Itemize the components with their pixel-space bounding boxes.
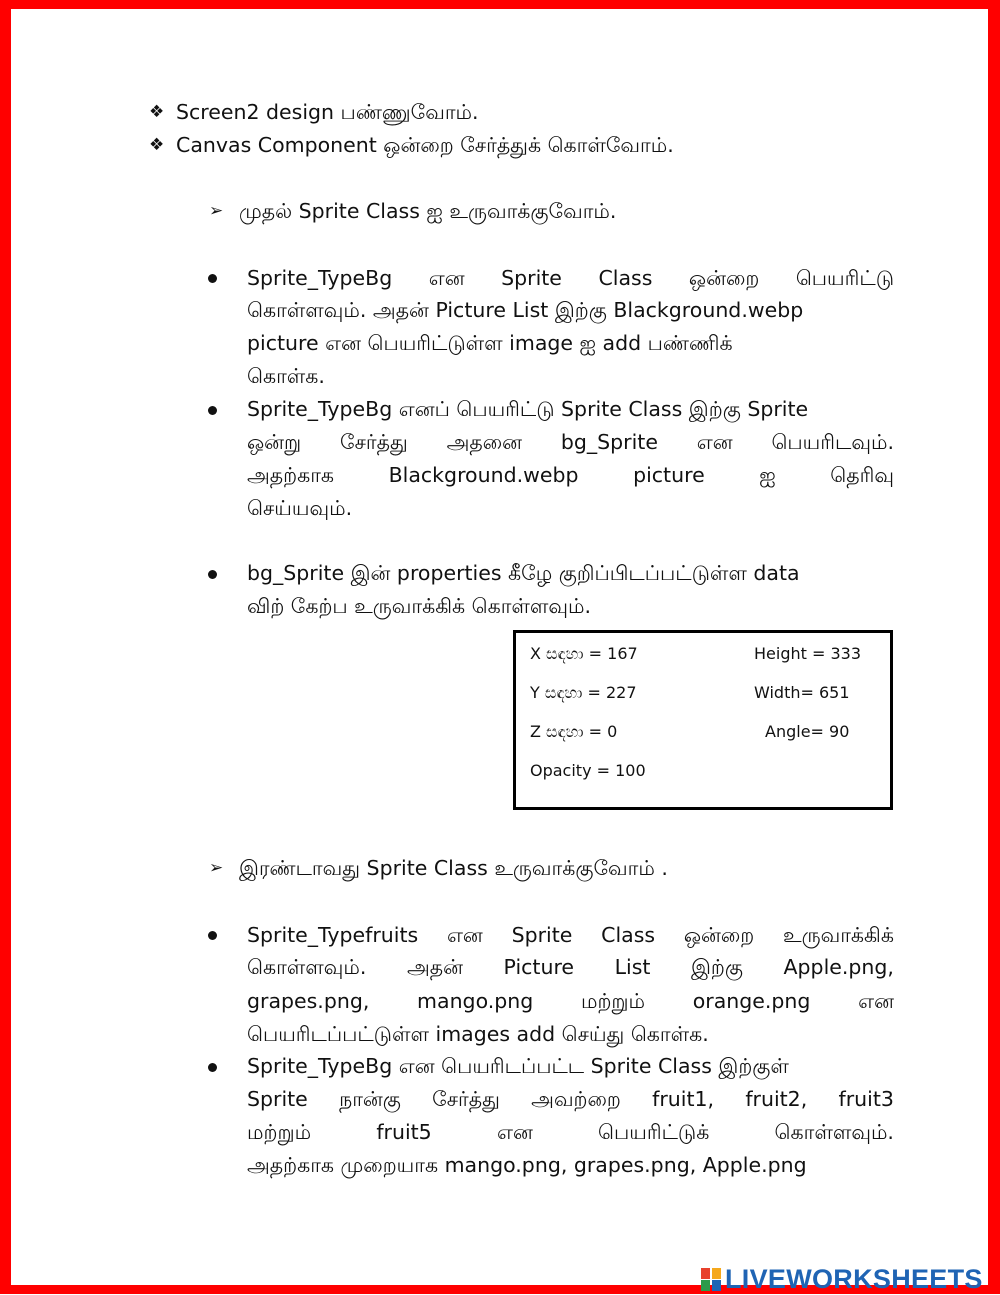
diamond-bullet-icon: ❖: [149, 102, 165, 122]
prop-y: Y සඳහා = 227: [530, 683, 637, 702]
s1-b1-line-1: Sprite_TypeBg என Sprite Class ஒன்றை பெயரிட்டு: [247, 266, 894, 290]
prop-z: Z සඳහා = 0: [530, 722, 618, 741]
s2-b2-line-3: மற்றும் fruit5 என பெயரிட்டுக் கொள்ளவும்.: [247, 1120, 894, 1144]
s1-b2-line-4: செய்யவும்.: [247, 496, 353, 520]
s1-b1-line-3: picture என பெயரிட்டுள்ள image ஐ add பண்ணிக்: [247, 331, 733, 355]
prop-opacity: Opacity = 100: [530, 761, 646, 780]
arrow-bullet-icon: ➢: [209, 858, 224, 878]
bullet-dot-icon: [208, 274, 217, 283]
prop-width: Width= 651: [754, 683, 850, 702]
intro-line-1: Screen2 design பண்ணுவோம்.: [176, 100, 479, 124]
s1-b2-line-2: ஒன்று சேர்த்து அதனை bg_Sprite என பெயரிடவும்.: [247, 430, 894, 454]
liveworksheets-logo[interactable]: [701, 1264, 983, 1294]
logo-text: LIVEWORKSHEETS: [725, 1263, 983, 1294]
prop-height: Height = 333: [754, 644, 862, 663]
s1-b1-line-4: கொள்க.: [247, 364, 325, 388]
bullet-dot-icon: [208, 406, 217, 415]
arrow-bullet-icon: ➢: [209, 201, 224, 221]
s1-b1-line-2: கொள்ளவும். அதன் Picture List இற்கு Blackground.webp: [247, 298, 804, 322]
s2-b1-line-3: grapes.png, mango.png மற்றும் orange.png என: [247, 989, 894, 1013]
s2-b1-line-4: பெயரிடப்பட்டுள்ள images add செய்து கொள்க.: [247, 1022, 709, 1046]
s2-b2-line-1: Sprite_TypeBg என பெயரிடப்பட்ட Sprite Class இற்குள்: [247, 1054, 789, 1078]
s2-b2-line-2: Sprite நான்கு சேர்த்து அவற்றை fruit1, fruit2, fruit3: [247, 1087, 894, 1111]
s1-b3-line-2: விற் கேற்ப உருவாக்கிக் கொள்ளவும்.: [247, 594, 592, 618]
s1-b2-line-3: அதற்காக Blackground.webp picture ஐ தெரிவு: [247, 463, 894, 487]
logo-blocks-icon: [701, 1266, 723, 1292]
bullet-dot-icon: [208, 1063, 217, 1072]
properties-box: [513, 630, 893, 810]
intro-line-2: Canvas Component ஒன்றை சேர்த்துக் கொள்வோம்.: [176, 133, 674, 157]
s1-b3-line-1: bg_Sprite இன் properties கீழே குறிப்பிடப்பட்டுள்ள data: [247, 561, 800, 585]
s2-b2-line-4: அதற்காக முறையாக mango.png, grapes.png, Apple.png: [247, 1153, 807, 1177]
section1-heading: முதல் Sprite Class ஐ உருவாக்குவோம்.: [239, 199, 617, 223]
s2-b1-line-1: Sprite_Typefruits என Sprite Class ஒன்றை உருவாக்கிக்: [247, 923, 894, 947]
section2-heading: இரண்டாவது Sprite Class உருவாக்குவோம் .: [239, 856, 668, 880]
s2-b1-line-2: கொள்ளவும். அதன் Picture List இற்கு Apple.png,: [247, 955, 894, 979]
prop-angle: Angle= 90: [765, 722, 850, 741]
diamond-bullet-icon: ❖: [149, 135, 165, 155]
s1-b2-line-1: Sprite_TypeBg எனப் பெயரிட்டு Sprite Class இற்கு Sprite: [247, 397, 809, 421]
prop-x: X සඳහා = 167: [530, 644, 638, 663]
bullet-dot-icon: [208, 570, 217, 579]
bullet-dot-icon: [208, 931, 217, 940]
